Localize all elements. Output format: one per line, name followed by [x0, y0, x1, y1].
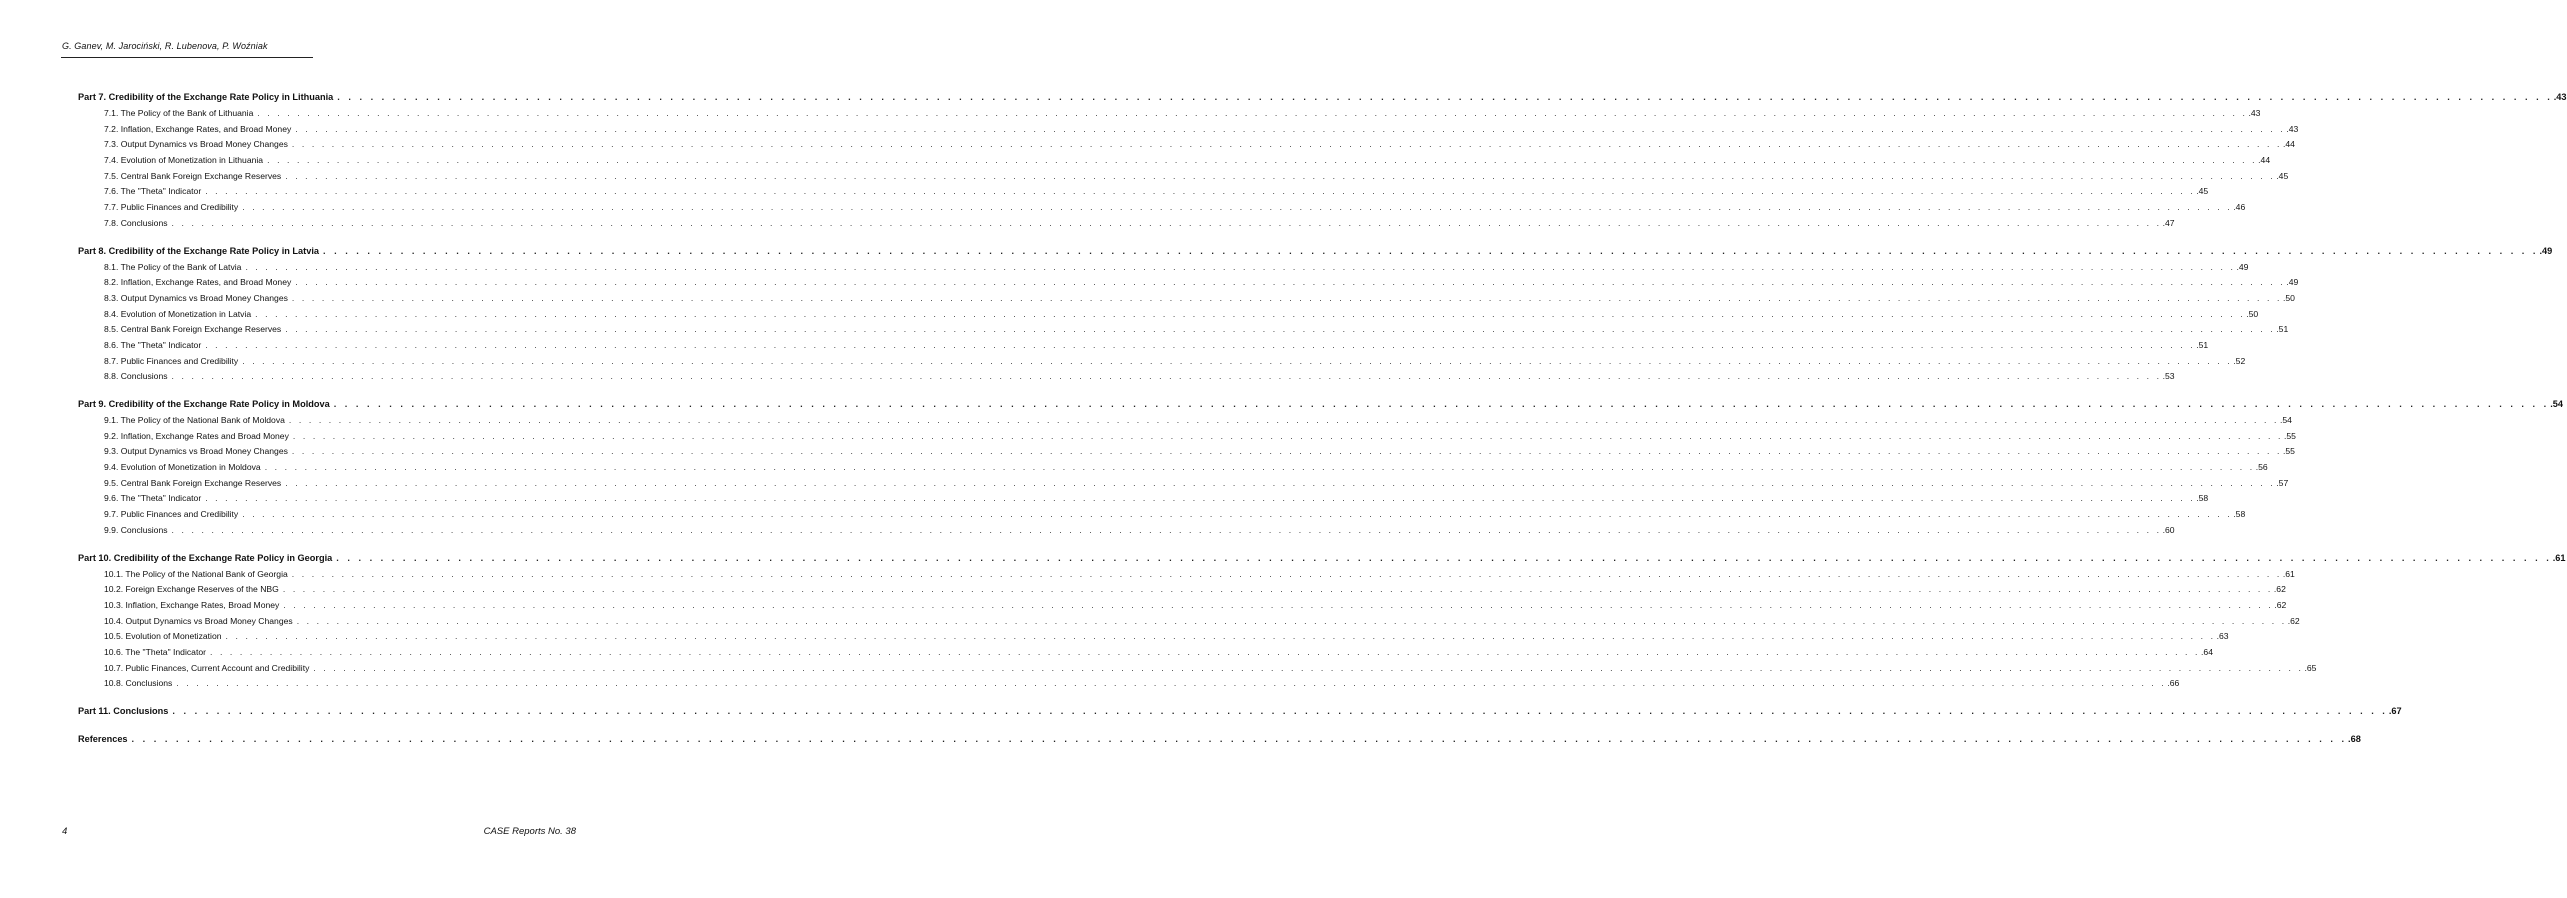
toc-section-entry[interactable] — [78, 614, 2300, 630]
dot-leader: . . . . . . . . . . . . . . . . . . . . . . . . . . . . . . . . . . . . . . . . . . . . . . . . . . . . . . . . . . . . . . . . . . . . . . . . . . . . . . . . . . . . . . . . . . . . . . . . . . . . . . . . . . . . . . . . . . . . . . . . . . . . . . . . . . . . . . . . . . . . . . . . . . . . . . . . . . . . . . . . . . . . . . . . . . . . . . . . . . . . . . . . . . . . . . . . . . . . . . . . — [285, 324, 2276, 335]
toc-section-entry[interactable] — [78, 645, 2213, 661]
dot-leader: . . . . . . . . . . . . . . . . . . . . . . . . . . . . . . . . . . . . . . . . . . . . . . . . . . . . . . . . . . . . . . . . . . . . . . . . . . . . . . . . . . . . . . . . . . . . . . . . . . . . . . . . . . . . . . . . . . . . . . . . . . . . . . . . . . . . . . . . . . . . . . . . . . . . . . . . . . . . . . . . . . . . . . . . . . . . . . . . . . . . . . . . . . . . . . . . . . . . . . . . — [288, 415, 2279, 425]
dot-leader: . . . . . . . . . . . . . . . . . . . . . . . . . . . . . . . . . . . . . . . . . . . . . . . . . . . . . . . . . . . . . . . . . . . . . . . . . . . . . . . . . . . . . . . . . . . . . . . . . . . . . . . . . . . . . . . . . . . . . . . . . . . . . . . . . . . . . . . . . . . . . . . . . . . . . . . . . . . . . . . . . . . . . . . . . . . . . . . . . . . . . . . . . . . . . . . . . . . . . . . . — [313, 662, 2304, 673]
toc-entry-title: 8.7. Public Finances and Credibility — [104, 355, 239, 366]
toc-entry-title: 10.4. Output Dynamics vs Broad Money Changes — [104, 615, 293, 626]
toc-entry-title: Part 9. Credibility of the Exchange Rate Policy in Moldova — [78, 399, 330, 409]
dot-leader: . . . . . . . . . . . . . . . . . . . . . . . . . . . . . . . . . . . . . . . . . . . . . . . . . . . . . . . . . . . . . . . . . . . . . . . . . . . . . . . . . . . . . . . . . . . . . . . . . . . . . . . . . . . . . . . . . . . . . . . . . . . . . . . . . . . . . . . . . . . . . . . . . . . . . . . . . . . . . . . . . . . . . . . . . . . . . . . . . . . . . . . . . . . . . . . . . . . . . . . . — [264, 462, 2255, 473]
dot-leader: . . . . . . . . . . . . . . . . . . . . . . . . . . . . . . . . . . . . . . . . . . . . . . . . . . . . . . . . . . . . . . . . . . . . . . . . . . . . . . . . . . . . . . . . . . . . . . . . . . . . . . . . . . . . . . . . . . . . . . . . . . . . . . . . . . . . . . . . . . . . . . . . . . . . . . . . . . . . . . . . . . . . . . . . . . . . . . . . . . . . . . . . . . . . . . . . . . . . . . . . — [291, 292, 2282, 303]
toc-section-entry[interactable] — [78, 122, 2299, 138]
header-rule — [61, 57, 313, 58]
dot-leader: . . . . . . . . . . . . . . . . . . . . . . . . . . . . . . . . . . . . . . . . . . . . . . . . . . . . . . . . . . . . . . . . . . . . . . . . . . . . . . . . . . . . . . . . . . . . . . . . . . . . . . . . . . . . . . . . . . . . . . . . . . . . . . . . . . . . . . . . . . . . . . . . . . . . . . . . . . . . . . . . . . . . . . . . . . . . . . . . . . . . . . . . . . . . . . . . . . . . . . . . — [291, 139, 2282, 150]
toc-section-entry[interactable] — [78, 200, 2246, 216]
toc-entry-page: .49 — [2286, 277, 2299, 288]
toc-entry-page: .52 — [2233, 355, 2246, 366]
toc-entry-page: .43 — [2553, 92, 2567, 102]
dot-leader: . . . . . . . . . . . . . . . . . . . . . . . . . . . . . . . . . . . . . . . . . . . . . . . . . . . . . . . . . . . . . . . . . . . . . . . . . . . . . . . . . . . . . . . . . . . . . . . . . . . . . . . . . . . . . . . . . . . . . . . . . . . . . . . . . . . . . . . . . . . . . . . . . . . . . . . . . . . . . . . . . . . . . . . . . . . . . . . . . . . . . . . . . . . . . . . . . . . . . . . . — [267, 155, 2258, 166]
running-header-authors: G. Ganev, M. Jarociński, R. Lubenova, P. Woźniak — [62, 41, 268, 51]
toc-entry-title: 9.3. Output Dynamics vs Broad Money Changes — [104, 446, 288, 457]
dot-leader: . . . . . . . . . . . . . . . . . . . . . . . . . . . . . . . . . . . . . . . . . . . . . . . . . . . . . . . . . . . . . . . . . . . . . . . . . . . . . . . . . . . . . . . . . . . . . . . . . . . . . . . . . . . . . . . . . . . . . . . . . . . . . . . . . . . . . . . . . . . . . . . . . . . . . . . . . . . . . . . . . . . . . . . . . . . . . . . . . . . . . . . . . . . . . . . . . . . . . . . . — [283, 599, 2274, 610]
toc-entry-title: 8.4. Evolution of Monetization in Latvia — [104, 308, 252, 319]
toc-section-entry[interactable] — [78, 582, 2286, 598]
dot-leader: . . . . . . . . . . . . . . . . . . . . . . . . . . . . . . . . . . . . . . . . . . . . . . . . . . . . . . . . . . . . . . . . . . . . . . . . . . . . . . . . . . . . . . . . . . . . . . . . . . . . . . . . . . . . . . . . . . . . . . . . . . . . . . . . . . . . . . . . . . . . . . . . . . . . . . . . . . . . . . . . . . . . . . . . . . . . . . . . . . . . . . . . . . . . . . . . . . . . . . . . — [171, 217, 2162, 228]
toc-section-entry[interactable] — [78, 106, 2261, 122]
toc-section-entry[interactable] — [78, 291, 2295, 307]
toc-entry-title: 9.5. Central Bank Foreign Exchange Reserves — [104, 477, 282, 488]
toc-entry-page: .51 — [2196, 339, 2209, 350]
toc-part-entry[interactable] — [78, 703, 2402, 720]
toc-part-entry[interactable] — [78, 550, 2566, 567]
dot-leader: . . . . . . . . . . . . . . . . . . . . . . . . . . . . . . . . . . . . . . . . . . . . . . . . . . . . . . . . . . . . . . . . . . . . . . . . . . . . . . . . . . . . . . . . . . . . . . . . . . . . . . . . . . . . . . . . . . . . . . . . . . . . . . . . . . . . . . . . . . . . . . . . . . . . . . . . . . . . . . . . . . . . . . . . . . . . . . . . . . . . . . . . . . . . . . . . . . . . . . . . — [291, 568, 2282, 579]
toc-section-entry[interactable] — [78, 275, 2299, 291]
toc-entry-page: .64 — [2201, 646, 2213, 657]
toc-part — [78, 396, 2563, 539]
toc-entry-page: .46 — [2233, 202, 2246, 213]
toc-entry-title: 8.6. The "Theta" Indicator — [104, 339, 202, 350]
dot-leader: . . . . . . . . . . . . . . . . . . . . . . . . . . . . . . . . . . . . . . . . . . . . . . . . . . . . . . . . . . . . . . . . . . . . . . . . . . . . . . . . . . . . . . . . . . . . . . . . . . . . . . . . . . . . . . . . . . . . . . . . . . . . . . . . . . . . . . . . . . . . . . . . . . . . . . . . . . . . . . . . . . . . . . . . . . . . . . . . . . . . . . . . . . . . . . . . . . . . . . . . — [171, 524, 2162, 535]
dot-leader: . . . . . . . . . . . . . . . . . . . . . . . . . . . . . . . . . . . . . . . . . . . . . . . . . . . . . . . . . . . . . . . . . . . . . . . . . . . . . . . . . . . . . . . . . . . . . . . . . . . . . . . . . . . . . . . . . . . . . . . . . . . . . . . . . . . . . . . . . . . . . . . . . . . . . . . . . . . . . . . . . . . . . . . . . . . . . . . . . . . . . . . . . . . . . . . . . . . . . . . . — [257, 108, 2248, 118]
toc-entry-title: Part 8. Credibility of the Exchange Rate Policy in Latvia — [78, 245, 319, 256]
dot-leader: . . . . . . . . . . . . . . . . . . . . . . . . . . . . . . . . . . . . . . . . . . . . . . . . . . . . . . . . . . . . . . . . . . . . . . . . . . . . . . . . . . . . . . . . . . . . . . . . . . . . . . . . . . . . . . . . . . . . . . . . . . . . . . . . . . . . . . . . . . . . . . . . . . . . . . . . . . . . . . . . . . . . . . . . . . . . . . . . . . . . . . . . . . . . . . . . . . . . . . . . — [295, 123, 2286, 134]
dot-leader: . . . . . . . . . . . . . . . . . . . . . . . . . . . . . . . . . . . . . . . . . . . . . . . . . . . . . . . . . . . . . . . . . . . . . . . . . . . . . . . . . . . . . . . . . . . . . . . . . . . . . . . . . . . . . . . . . . . . . . . . . . . . . . . . . . . . . . . . . . . . . . . . . . . . . . . . . . . . . . . . . . . . . . . . . . . . . . . . . . . . . . . . . . . . . . . . . . . . . . . . — [337, 92, 2553, 102]
toc-part-entry[interactable] — [78, 396, 2563, 413]
toc-section-entry[interactable] — [78, 216, 2175, 232]
dot-leader: . . . . . . . . . . . . . . . . . . . . . . . . . . . . . . . . . . . . . . . . . . . . . . . . . . . . . . . . . . . . . . . . . . . . . . . . . . . . . . . . . . . . . . . . . . . . . . . . . . . . . . . . . . . . . . . . . . . . . . . . . . . . . . . . . . . . . . . . . . . . . . . . . . . . . . . . . . . . . . . . . . . . . . . . . . . . . . . . . . . . . . . . . . . . . . . . . . . . . . . . — [205, 339, 2196, 350]
toc-section-entry[interactable] — [78, 169, 2289, 185]
toc-entry-page: .51 — [2276, 324, 2289, 335]
dot-leader: . . . . . . . . . . . . . . . . . . . . . . . . . . . . . . . . . . . . . . . . . . . . . . . . . . . . . . . . . . . . . . . . . . . . . . . . . . . . . . . . . . . . . . . . . . . . . . . . . . . . . . . . . . . . . . . . . . . . . . . . . . . . . . . . . . . . . . . . . . . . . . . . . . . . . . . . . . . . . . . . . . . . . . . . . . . . . . . . . . . . . . . . . . . . . . . . . . . . . . . . — [176, 678, 2167, 689]
toc-part — [78, 703, 2402, 720]
toc-section-entry[interactable] — [78, 184, 2209, 200]
toc-entry-page: .50 — [2246, 308, 2259, 319]
dot-leader: . . . . . . . . . . . . . . . . . . . . . . . . . . . . . . . . . . . . . . . . . . . . . . . . . . . . . . . . . . . . . . . . . . . . . . . . . . . . . . . . . . . . . . . . . . . . . . . . . . . . . . . . . . . . . . . . . . . . . . . . . . . . . . . . . . . . . . . . . . . . . . . . . . . . . . . . . . . . . . . . . . . . . . . . . . . . . . . . . . . . . . . . . . . . . . . . . . . . . . . . — [172, 706, 2388, 716]
toc-section-entry[interactable] — [78, 153, 2271, 169]
dot-leader: . . . . . . . . . . . . . . . . . . . . . . . . . . . . . . . . . . . . . . . . . . . . . . . . . . . . . . . . . . . . . . . . . . . . . . . . . . . . . . . . . . . . . . . . . . . . . . . . . . . . . . . . . . . . . . . . . . . . . . . . . . . . . . . . . . . . . . . . . . . . . . . . . . . . . . . . . . . . . . . . . . . . . . . . . . . . . . . . . . . . . . . . . . . . . . . . . . . . . . . . — [291, 446, 2282, 457]
toc-entry-title: 7.6. The "Theta" Indicator — [104, 186, 202, 197]
toc-entry-title: 7.2. Inflation, Exchange Rates, and Broad Money — [104, 123, 292, 134]
toc-entry-page: .44 — [2258, 155, 2271, 166]
toc-part — [78, 89, 2567, 232]
dot-leader: . . . . . . . . . . . . . . . . . . . . . . . . . . . . . . . . . . . . . . . . . . . . . . . . . . . . . . . . . . . . . . . . . . . . . . . . . . . . . . . . . . . . . . . . . . . . . . . . . . . . . . . . . . . . . . . . . . . . . . . . . . . . . . . . . . . . . . . . . . . . . . . . . . . . . . . . . . . . . . . . . . . . . . . . . . . . . . . . . . . . . . . . . . . . . . . . . . . . . . . . — [205, 186, 2196, 197]
toc-entry-page: .55 — [2282, 446, 2295, 457]
toc-entry-page: .54 — [2550, 399, 2563, 409]
toc-entry-title: References — [78, 734, 128, 744]
series-name: CASE Reports No. 38 — [483, 826, 576, 837]
toc-entry-title: Part 11. Conclusions — [78, 706, 169, 716]
toc-entry-title: 7.3. Output Dynamics vs Broad Money Changes — [104, 139, 288, 150]
toc-part — [78, 243, 2553, 386]
toc-entry-page: .63 — [2216, 631, 2229, 642]
dot-leader: . . . . . . . . . . . . . . . . . . . . . . . . . . . . . . . . . . . . . . . . . . . . . . . . . . . . . . . . . . . . . . . . . . . . . . . . . . . . . . . . . . . . . . . . . . . . . . . . . . . . . . . . . . . . . . . . . . . . . . . . . . . . . . . . . . . . . . . . . . . . . . . . . . . . . . . . . . . . . . . . . . . . . . . . . . . . . . . . . . . . . . . . . . . . . . . . . . . . . . . . — [292, 430, 2283, 441]
dot-leader: . . . . . . . . . . . . . . . . . . . . . . . . . . . . . . . . . . . . . . . . . . . . . . . . . . . . . . . . . . . . . . . . . . . . . . . . . . . . . . . . . . . . . . . . . . . . . . . . . . . . . . . . . . . . . . . . . . . . . . . . . . . . . . . . . . . . . . . . . . . . . . . . . . . . . . . . . . . . . . . . . . . . . . . . . . . . . . . . . . . . . . . . . . . . . . . . . . . . . . . . — [131, 734, 2348, 744]
dot-leader: . . . . . . . . . . . . . . . . . . . . . . . . . . . . . . . . . . . . . . . . . . . . . . . . . . . . . . . . . . . . . . . . . . . . . . . . . . . . . . . . . . . . . . . . . . . . . . . . . . . . . . . . . . . . . . . . . . . . . . . . . . . . . . . . . . . . . . . . . . . . . . . . . . . . . . . . . . . . . . . . . . . . . . . . . . . . . . . . . . . . . . . . . . . . . . . . . . . . . . . . — [322, 245, 2539, 256]
toc-entry-title: 7.4. Evolution of Monetization in Lithuania — [104, 155, 264, 166]
dot-leader: . . . . . . . . . . . . . . . . . . . . . . . . . . . . . . . . . . . . . . . . . . . . . . . . . . . . . . . . . . . . . . . . . . . . . . . . . . . . . . . . . . . . . . . . . . . . . . . . . . . . . . . . . . . . . . . . . . . . . . . . . . . . . . . . . . . . . . . . . . . . . . . . . . . . . . . . . . . . . . . . . . . . . . . . . . . . . . . . . . . . . . . . . . . . . . . . . . . . . . . . — [205, 493, 2196, 504]
toc-entry-title: 8.8. Conclusions — [104, 371, 168, 382]
toc-entry-title: Part 10. Credibility of the Exchange Rate Policy in Georgia — [78, 552, 333, 563]
toc-entry-page: .53 — [2162, 371, 2175, 382]
dot-leader: . . . . . . . . . . . . . . . . . . . . . . . . . . . . . . . . . . . . . . . . . . . . . . . . . . . . . . . . . . . . . . . . . . . . . . . . . . . . . . . . . . . . . . . . . . . . . . . . . . . . . . . . . . . . . . . . . . . . . . . . . . . . . . . . . . . . . . . . . . . . . . . . . . . . . . . . . . . . . . . . . . . . . . . . . . . . . . . . . . . . . . . . . . . . . . . . . . . . . . . . — [333, 399, 2550, 409]
dot-leader: . . . . . . . . . . . . . . . . . . . . . . . . . . . . . . . . . . . . . . . . . . . . . . . . . . . . . . . . . . . . . . . . . . . . . . . . . . . . . . . . . . . . . . . . . . . . . . . . . . . . . . . . . . . . . . . . . . . . . . . . . . . . . . . . . . . . . . . . . . . . . . . . . . . . . . . . . . . . . . . . . . . . . . . . . . . . . . . . . . . . . . . . . . . . . . . . . . . . . . . . — [242, 355, 2233, 366]
toc-section-entry[interactable] — [78, 307, 2259, 323]
toc-entry-title: 7.8. Conclusions — [104, 217, 168, 228]
toc-entry-title: 7.7. Public Finances and Credibility — [104, 202, 239, 213]
dot-leader: . . . . . . . . . . . . . . . . . . . . . . . . . . . . . . . . . . . . . . . . . . . . . . . . . . . . . . . . . . . . . . . . . . . . . . . . . . . . . . . . . . . . . . . . . . . . . . . . . . . . . . . . . . . . . . . . . . . . . . . . . . . . . . . . . . . . . . . . . . . . . . . . . . . . . . . . . . . . . . . . . . . . . . . . . . . . . . . . . . . . . . . . . . . . . . . . . . . . . . . . — [242, 509, 2233, 520]
toc-section-entry[interactable] — [78, 413, 2292, 429]
toc-section-entry[interactable] — [78, 460, 2268, 476]
dot-leader: . . . . . . . . . . . . . . . . . . . . . . . . . . . . . . . . . . . . . . . . . . . . . . . . . . . . . . . . . . . . . . . . . . . . . . . . . . . . . . . . . . . . . . . . . . . . . . . . . . . . . . . . . . . . . . . . . . . . . . . . . . . . . . . . . . . . . . . . . . . . . . . . . . . . . . . . . . . . . . . . . . . . . . . . . . . . . . . . . . . . . . . . . . . . . . . . . . . . . . . . — [296, 615, 2287, 626]
toc-entry-title: 9.4. Evolution of Monetization in Moldova — [104, 462, 261, 473]
toc-entry-page: .61 — [2282, 568, 2295, 579]
toc-section-entry[interactable] — [78, 676, 2180, 692]
toc-entry-title: 10.5. Evolution of Monetization — [104, 631, 222, 642]
toc-section-entry[interactable] — [78, 661, 2317, 677]
dot-leader: . . . . . . . . . . . . . . . . . . . . . . . . . . . . . . . . . . . . . . . . . . . . . . . . . . . . . . . . . . . . . . . . . . . . . . . . . . . . . . . . . . . . . . . . . . . . . . . . . . . . . . . . . . . . . . . . . . . . . . . . . . . . . . . . . . . . . . . . . . . . . . . . . . . . . . . . . . . . . . . . . . . . . . . . . . . . . . . . . . . . . . . . . . . . . . . . . . . . . . . . — [171, 371, 2162, 382]
toc-entry-title: 8.5. Central Bank Foreign Exchange Reserves — [104, 324, 282, 335]
toc-entry-title: 10.6. The "Theta" Indicator — [104, 646, 206, 657]
dot-leader: . . . . . . . . . . . . . . . . . . . . . . . . . . . . . . . . . . . . . . . . . . . . . . . . . . . . . . . . . . . . . . . . . . . . . . . . . . . . . . . . . . . . . . . . . . . . . . . . . . . . . . . . . . . . . . . . . . . . . . . . . . . . . . . . . . . . . . . . . . . . . . . . . . . . . . . . . . . . . . . . . . . . . . . . . . . . . . . . . . . . . . . . . . . . . . . . . . . . . . . . — [242, 202, 2233, 213]
toc-entry-title: 8.1. The Policy of the Bank of Latvia — [104, 261, 242, 272]
toc-entry-title: 10.7. Public Finances, Current Account and Credibility — [104, 662, 310, 673]
toc-entry-page: .49 — [2539, 245, 2553, 256]
toc-entry-page: .44 — [2282, 139, 2295, 150]
toc-entry-page: .56 — [2255, 462, 2268, 473]
toc-section-entry[interactable] — [78, 260, 2249, 276]
toc-entry-title: 10.2. Foreign Exchange Reserves of the NBG — [104, 584, 279, 595]
toc-entry-page: .62 — [2274, 599, 2287, 610]
toc-entry-page: .57 — [2276, 477, 2289, 488]
toc-section-entry[interactable] — [78, 369, 2175, 385]
toc-entry-page: .62 — [2287, 615, 2300, 626]
toc-entry-title: 7.1. The Policy of the Bank of Lithuania — [104, 108, 254, 118]
toc-entry-title: 10.8. Conclusions — [104, 678, 173, 689]
toc-entry-title: 8.2. Inflation, Exchange Rates, and Broad Money — [104, 277, 292, 288]
toc-section-entry[interactable] — [78, 523, 2175, 539]
toc-part-entry[interactable] — [78, 89, 2567, 106]
dot-leader: . . . . . . . . . . . . . . . . . . . . . . . . . . . . . . . . . . . . . . . . . . . . . . . . . . . . . . . . . . . . . . . . . . . . . . . . . . . . . . . . . . . . . . . . . . . . . . . . . . . . . . . . . . . . . . . . . . . . . . . . . . . . . . . . . . . . . . . . . . . . . . . . . . . . . . . . . . . . . . . . . . . . . . . . . . . . . . . . . . . . . . . . . . . . . . . . . . . . . . . . — [285, 170, 2276, 181]
toc-section-entry[interactable] — [78, 338, 2209, 354]
toc-entry-page: .43 — [2248, 108, 2261, 118]
toc-section-entry[interactable] — [78, 507, 2246, 523]
toc-part — [78, 550, 2566, 693]
toc-entry-title: 8.3. Output Dynamics vs Broad Money Changes — [104, 292, 288, 303]
dot-leader: . . . . . . . . . . . . . . . . . . . . . . . . . . . . . . . . . . . . . . . . . . . . . . . . . . . . . . . . . . . . . . . . . . . . . . . . . . . . . . . . . . . . . . . . . . . . . . . . . . . . . . . . . . . . . . . . . . . . . . . . . . . . . . . . . . . . . . . . . . . . . . . . . . . . . . . . . . . . . . . . . . . . . . . . . . . . . . . . . . . . . . . . . . . . . . . . . . . . . . . . — [295, 277, 2286, 288]
toc-entry-title: 9.7. Public Finances and Credibility — [104, 509, 239, 520]
toc-section-entry[interactable] — [78, 322, 2289, 338]
toc-entry-page: .60 — [2162, 524, 2175, 535]
toc-entry-page: .45 — [2196, 186, 2209, 197]
dot-leader: . . . . . . . . . . . . . . . . . . . . . . . . . . . . . . . . . . . . . . . . . . . . . . . . . . . . . . . . . . . . . . . . . . . . . . . . . . . . . . . . . . . . . . . . . . . . . . . . . . . . . . . . . . . . . . . . . . . . . . . . . . . . . . . . . . . . . . . . . . . . . . . . . . . . . . . . . . . . . . . . . . . . . . . . . . . . . . . . . . . . . . . . . . . . . . . . . . . . . . . . — [282, 584, 2273, 595]
toc-entry-title: 9.6. The "Theta" Indicator — [104, 493, 202, 504]
dot-leader: . . . . . . . . . . . . . . . . . . . . . . . . . . . . . . . . . . . . . . . . . . . . . . . . . . . . . . . . . . . . . . . . . . . . . . . . . . . . . . . . . . . . . . . . . . . . . . . . . . . . . . . . . . . . . . . . . . . . . . . . . . . . . . . . . . . . . . . . . . . . . . . . . . . . . . . . . . . . . . . . . . . . . . . . . . . . . . . . . . . . . . . . . . . . . . . . . . . . . . . . — [209, 646, 2201, 657]
toc-entry-page: .58 — [2233, 509, 2246, 520]
toc-entry-page: .47 — [2162, 217, 2175, 228]
toc-part-entry[interactable] — [78, 243, 2553, 260]
dot-leader: . . . . . . . . . . . . . . . . . . . . . . . . . . . . . . . . . . . . . . . . . . . . . . . . . . . . . . . . . . . . . . . . . . . . . . . . . . . . . . . . . . . . . . . . . . . . . . . . . . . . . . . . . . . . . . . . . . . . . . . . . . . . . . . . . . . . . . . . . . . . . . . . . . . . . . . . . . . . . . . . . . . . . . . . . . . . . . . . . . . . . . . . . . . . . . . . . . . . . . . . — [255, 308, 2246, 319]
dot-leader: . . . . . . . . . . . . . . . . . . . . . . . . . . . . . . . . . . . . . . . . . . . . . . . . . . . . . . . . . . . . . . . . . . . . . . . . . . . . . . . . . . . . . . . . . . . . . . . . . . . . . . . . . . . . . . . . . . . . . . . . . . . . . . . . . . . . . . . . . . . . . . . . . . . . . . . . . . . . . . . . . . . . . . . . . . . . . . . . . . . . . . . . . . . . . . . . . . . . . . . . — [285, 477, 2276, 488]
toc-entry-page: .61 — [2552, 552, 2566, 563]
table-of-contents — [78, 89, 2567, 759]
toc-entry-page: .67 — [2388, 706, 2402, 716]
toc-section-entry[interactable] — [78, 444, 2295, 460]
toc-section-entry[interactable] — [78, 354, 2246, 370]
toc-entry-page: .65 — [2304, 662, 2317, 673]
page-number: 4 — [62, 826, 68, 837]
toc-section-entry[interactable] — [78, 567, 2295, 583]
toc-entry-title: 9.9. Conclusions — [104, 524, 168, 535]
toc-entry-page: .45 — [2276, 170, 2289, 181]
toc-section-entry[interactable] — [78, 137, 2295, 153]
toc-entry-title: 10.3. Inflation, Exchange Rates, Broad Money — [104, 599, 280, 610]
toc-section-entry[interactable] — [78, 629, 2229, 645]
toc-entry-page: .66 — [2167, 678, 2180, 689]
toc-entry-page: .49 — [2236, 261, 2249, 272]
dot-leader: . . . . . . . . . . . . . . . . . . . . . . . . . . . . . . . . . . . . . . . . . . . . . . . . . . . . . . . . . . . . . . . . . . . . . . . . . . . . . . . . . . . . . . . . . . . . . . . . . . . . . . . . . . . . . . . . . . . . . . . . . . . . . . . . . . . . . . . . . . . . . . . . . . . . . . . . . . . . . . . . . . . . . . . . . . . . . . . . . . . . . . . . . . . . . . . . . . . . . . . . — [245, 261, 2236, 272]
toc-entry-title: 7.5. Central Bank Foreign Exchange Reserves — [104, 170, 282, 181]
toc-section-entry[interactable] — [78, 491, 2209, 507]
toc-entry-page: .62 — [2273, 584, 2286, 595]
toc-entry-page: .54 — [2279, 415, 2292, 425]
toc-entry-title: 9.1. The Policy of the National Bank of Moldova — [104, 415, 285, 425]
toc-entry-page: .50 — [2282, 292, 2295, 303]
toc-section-entry[interactable] — [78, 476, 2289, 492]
toc-part-entry[interactable] — [78, 731, 2361, 748]
toc-section-entry[interactable] — [78, 429, 2296, 445]
toc-entry-page: .55 — [2283, 430, 2296, 441]
dot-leader: . . . . . . . . . . . . . . . . . . . . . . . . . . . . . . . . . . . . . . . . . . . . . . . . . . . . . . . . . . . . . . . . . . . . . . . . . . . . . . . . . . . . . . . . . . . . . . . . . . . . . . . . . . . . . . . . . . . . . . . . . . . . . . . . . . . . . . . . . . . . . . . . . . . . . . . . . . . . . . . . . . . . . . . . . . . . . . . . . . . . . . . . . . . . . . . . . . . . . . . . — [336, 552, 2552, 563]
toc-entry-title: Part 7. Credibility of the Exchange Rate Policy in Lithuania — [78, 92, 334, 102]
dot-leader: . . . . . . . . . . . . . . . . . . . . . . . . . . . . . . . . . . . . . . . . . . . . . . . . . . . . . . . . . . . . . . . . . . . . . . . . . . . . . . . . . . . . . . . . . . . . . . . . . . . . . . . . . . . . . . . . . . . . . . . . . . . . . . . . . . . . . . . . . . . . . . . . . . . . . . . . . . . . . . . . . . . . . . . . . . . . . . . . . . . . . . . . . . . . . . . . . . . . . . . . — [225, 631, 2216, 642]
toc-section-entry[interactable] — [78, 598, 2287, 614]
toc-entry-title: 10.1. The Policy of the National Bank of Georgia — [104, 568, 288, 579]
toc-entry-title: 9.2. Inflation, Exchange Rates and Broad Money — [104, 430, 289, 441]
toc-entry-page: .43 — [2286, 123, 2299, 134]
toc-entry-page: .68 — [2348, 734, 2361, 744]
toc-entry-page: .58 — [2196, 493, 2209, 504]
toc-part — [78, 731, 2361, 748]
